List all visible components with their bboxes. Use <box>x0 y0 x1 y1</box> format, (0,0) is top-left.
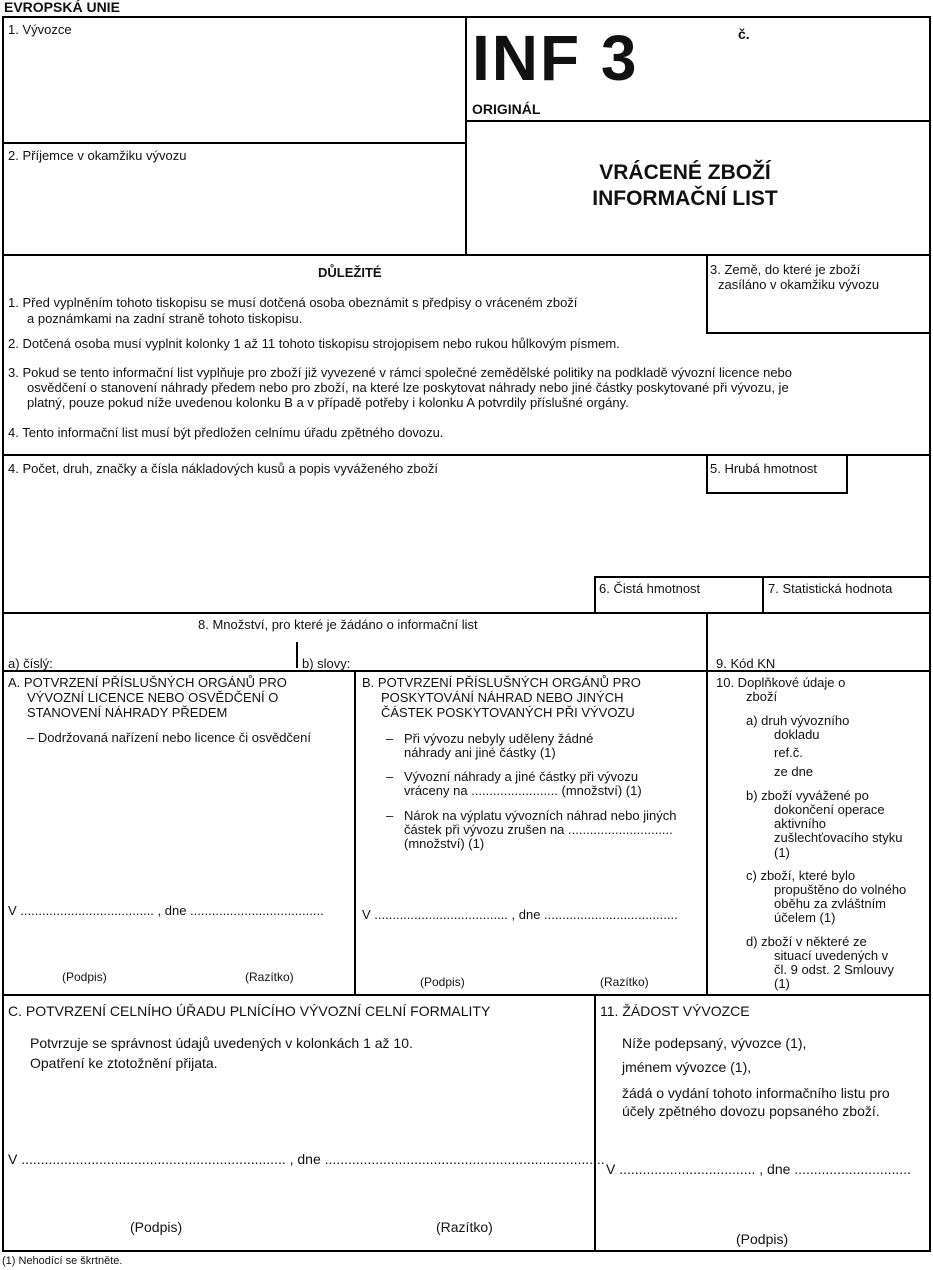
bottom-border <box>2 1250 931 1252</box>
sectionB-dash1: – <box>386 731 394 746</box>
box8a-label: a) číslý: <box>8 656 53 671</box>
footnote: (1) Nehodící se škrtněte. <box>2 1255 123 1267</box>
section11-place-date: V ................................... , dne .............................. <box>606 1161 911 1177</box>
box10-b-line3: aktivního <box>774 816 827 831</box>
sectionC-line1: Potvrzuje se správnost údajů uvedených v kolonkách 1 až 10. <box>30 1035 413 1051</box>
sectionB-item2-line1: Vývozní náhrady a jiné částky při vývozu <box>404 769 639 784</box>
sectionB-signature: (Podpis) <box>420 975 465 989</box>
sectionB-title-line2: POSKYTOVÁNÍ NÁHRAD NEBO JINÝCH <box>381 690 624 705</box>
section11-line1: Níže podepsaný, vývozce (1), <box>622 1035 807 1051</box>
sectionB-title-line3: ČÁSTEK POSKYTOVANÝCH PŘI VÝVOZU <box>381 705 635 720</box>
box10-d-line1: d) zboží v některé ze <box>746 934 867 949</box>
divider-sectionC-top <box>2 994 931 996</box>
box8b-label: b) slovy: <box>302 656 351 671</box>
sectionB-item3-line3: (množství) (1) <box>404 836 485 851</box>
sectionB-item1-line1: Při vývozu nebyly uděleny žádné <box>404 731 594 746</box>
box10-title-line1: 10. Doplňkové údaje o <box>716 675 846 690</box>
sectionC-signature: (Podpis) <box>130 1219 183 1235</box>
important-p3-line3: platný, pouze pokud níže uvedenou kolonku B a v případě potřeby i kolonku A potvrdily příslušné orgány. <box>27 395 629 410</box>
box7-label: 7. Statistická hodnota <box>768 581 893 596</box>
sectionB-stamp: (Razítko) <box>600 975 649 989</box>
box10-b-line5: (1) <box>774 845 790 860</box>
sectionA-item: – Dodržovaná nařízení nebo licence či osvědčení <box>27 730 312 745</box>
box10-d-line3: čl. 9 odst. 2 Smlouvy <box>774 962 894 977</box>
divider-important-top <box>2 254 931 256</box>
sectionB-item1-line2: náhrady ani jiné částky (1) <box>404 745 556 760</box>
box8-label: 8. Množství, pro které je žádáno o informační list <box>198 617 478 632</box>
divider-A-B <box>354 670 356 996</box>
sectionA-stamp: (Razítko) <box>245 970 294 984</box>
right-border <box>929 16 931 1252</box>
divider-top-vertical <box>465 16 467 256</box>
sectionC-title: C. POTVRZENÍ CELNÍHO ÚŘADU PLNÍCÍHO VÝVOZNÍ CELNÍ FORMALITY <box>8 1003 491 1019</box>
box9-label: 9. Kód KN <box>716 656 776 671</box>
sectionC-stamp: (Razítko) <box>436 1219 493 1235</box>
box5-left-border <box>706 454 708 494</box>
sectionC-line2: Opatření ke ztotožnění přijata. <box>30 1055 218 1071</box>
section11-line4: účely zpětného dovozu popsaného zboží. <box>622 1103 880 1119</box>
divider-original <box>465 120 931 122</box>
box6-left-border <box>594 576 596 614</box>
important-p1-line2: a poznámkami na zadní straně tohoto tiskopisu. <box>27 311 303 326</box>
divider-box8-top <box>2 612 931 614</box>
important-p3-line2: osvědčení o stanovení náhrady předem nebo pro zboží, na které lze poskytovat náhrady nebo jiné částky poskytované při vývozu, je <box>27 380 789 395</box>
box10-b-line1: b) zboží vyvážené po <box>746 788 869 803</box>
sectionA-title-line3: STANOVENÍ NÁHRADY PŘEDEM <box>27 705 228 720</box>
box8-ab-divider <box>296 642 298 668</box>
sectionA-title-line2: VÝVOZNÍ LICENCE NEBO OSVĚDČENÍ O <box>27 690 279 705</box>
divider-C-11 <box>594 994 596 1252</box>
box1-label: 1. Vývozce <box>8 22 72 37</box>
box3-bottom-border <box>706 332 931 334</box>
box7-left-border <box>762 576 764 614</box>
important-p4: 4. Tento informační list musí být předložen celnímu úřadu zpětného dovozu. <box>8 425 444 440</box>
form-code: INF 3 <box>472 22 639 94</box>
section11-title: 11. ŽÁDOST VÝVOZCE <box>600 1003 750 1019</box>
box6-label: 6. Čistá hmotnost <box>599 581 701 596</box>
box3-left-border <box>706 254 708 334</box>
sectionB-item3-line1: Nárok na výplatu vývozních náhrad nebo jiných <box>404 808 677 823</box>
box10-title-line2: zboží <box>746 689 778 704</box>
divider-box4-top <box>2 454 931 456</box>
divider-sectionA-top <box>2 670 931 672</box>
original-label: ORIGINÁL <box>472 101 541 117</box>
sectionA-title-line1: A. POTVRZENÍ PŘÍSLUŠNÝCH ORGÁNŮ PRO <box>8 675 287 690</box>
box5-bottom-border <box>706 492 848 494</box>
section11-line2: jménem vývozce (1), <box>622 1059 752 1075</box>
box10-b-line4: zušlechťovacího styku <box>774 830 903 845</box>
box10-a-line1: a) druh vývozního <box>746 713 850 728</box>
sectionB-dash3: – <box>386 808 394 823</box>
box10-a-date: ze dne <box>774 764 814 779</box>
important-p3-line1: 3. Pokud se tento informační list vyplňuje pro zboží již vyvezené v rámci společné zemědělské politiky na podkladě vývozní licence nebo <box>8 365 793 380</box>
left-border <box>2 16 4 1252</box>
union-header: EVROPSKÁ UNIE <box>4 0 120 15</box>
section11-signature: (Podpis) <box>736 1231 789 1247</box>
sectionB-item2-line2: vráceny na ........................ (množství) (1) <box>404 783 642 798</box>
box10-d-line4: (1) <box>774 976 790 991</box>
sectionC-place-date: V .................................................................... , dne ........................................................................ <box>8 1151 605 1167</box>
box10-a-line2: dokladu <box>774 727 820 742</box>
form-title-line2: INFORMAČNÍ LIST <box>592 187 778 210</box>
important-heading: DŮLEŽITÉ <box>318 265 382 280</box>
important-p1-line1: 1. Před vyplněním tohoto tiskopisu se musí dotčená osoba obeznámit s předpisy o vráceném zboží <box>8 295 578 310</box>
form-title-line1: VRÁCENÉ ZBOŽÍ <box>599 161 771 184</box>
box3-label-line2: zasíláno v okamžiku vývozu <box>718 277 880 292</box>
box5-label: 5. Hrubá hmotnost <box>710 461 817 476</box>
box10-d-line2: situací uvedených v <box>774 948 889 963</box>
important-p2: 2. Dotčená osoba musí vyplnit kolonky 1 až 11 tohoto tiskopisu strojopisem nebo rukou hůlkovým písmem. <box>8 336 620 351</box>
sectionA-place-date: V ..................................... , dne ..................................... <box>8 903 324 918</box>
divider-1-2 <box>2 142 466 144</box>
sectionB-dash2: – <box>386 769 394 784</box>
sectionB-item3-line2: částek při vývozu zrušen na ............................. <box>404 822 673 837</box>
sectionA-signature: (Podpis) <box>62 970 107 984</box>
box10-c-line1: c) zboží, které bylo <box>746 868 856 883</box>
box10-c-line2: propuštěno do volného <box>774 882 907 897</box>
box10-c-line4: účelem (1) <box>774 910 836 925</box>
form-number-label: č. <box>738 26 750 42</box>
box10-b-line2: dokončení operace <box>774 802 885 817</box>
box2-label: 2. Příjemce v okamžiku vývozu <box>8 148 187 163</box>
box5-right-border <box>846 454 848 494</box>
box3-label-line1: 3. Země, do které je zboží <box>710 262 861 277</box>
sectionB-place-date: V ..................................... , dne ..................................... <box>362 907 678 922</box>
section11-line3: žádá o vydání tohoto informačního listu pro <box>622 1085 890 1101</box>
box4-label: 4. Počet, druh, značky a čísla nákladových kusů a popis vyváženého zboží <box>8 461 438 476</box>
box10-a-ref: ref.č. <box>774 745 803 760</box>
sectionB-title-line1: B. POTVRZENÍ PŘÍSLUŠNÝCH ORGÁNŮ PRO <box>362 675 641 690</box>
box10-c-line3: oběhu za zvláštním <box>774 896 887 911</box>
